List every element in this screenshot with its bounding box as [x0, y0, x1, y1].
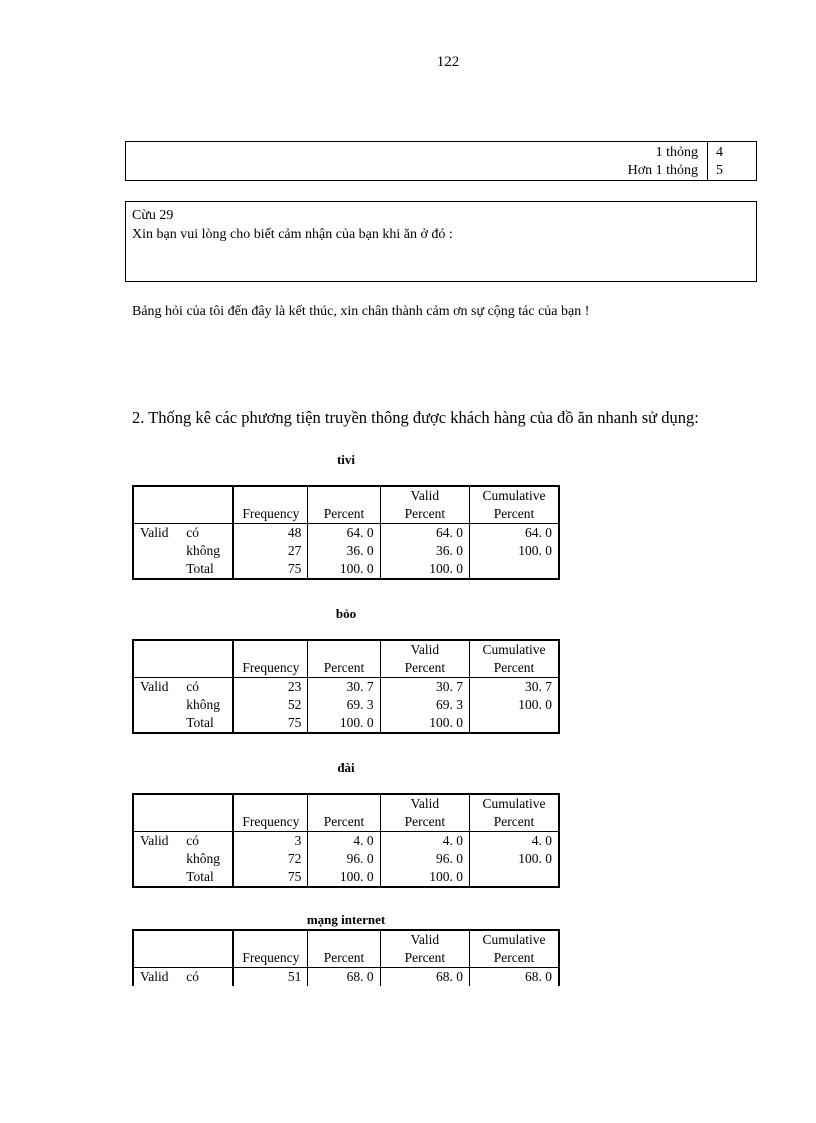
- row-group-label: Valid: [140, 525, 169, 540]
- table-title: bỏo: [335, 606, 357, 621]
- table-title: mạng internet: [306, 912, 386, 927]
- table-row: [133, 850, 559, 868]
- row-label: có: [186, 833, 199, 848]
- page-number: 122: [436, 54, 460, 70]
- row-label: không: [186, 543, 220, 558]
- table-title: tivi: [336, 452, 356, 467]
- cell-percent: 100. 0: [308, 560, 380, 579]
- question-box: [125, 201, 757, 282]
- row-group-label: Valid: [140, 833, 169, 848]
- table-row: [133, 868, 559, 887]
- option-value: 4: [716, 145, 723, 160]
- table-row: [133, 832, 559, 851]
- cell-percent: 36. 0: [308, 542, 380, 560]
- cell-percent: 30. 7: [308, 678, 380, 697]
- table-row: [133, 560, 559, 579]
- header-valid-percent: Valid Percent: [380, 640, 469, 678]
- cell-valid-percent: 68. 0: [380, 968, 469, 987]
- option-value: 5: [716, 163, 723, 178]
- header-valid-percent: Valid Percent: [380, 486, 469, 524]
- table-row: [133, 968, 559, 987]
- header-percent: Percent: [308, 640, 380, 678]
- cell-frequency: 75: [233, 560, 307, 579]
- header-frequency: Frequency: [233, 640, 307, 678]
- cell-frequency: 48: [233, 524, 307, 543]
- header-frequency: Frequency: [233, 486, 307, 524]
- header-cumulative-percent: Cumulative Percent: [470, 640, 559, 678]
- option-label: 1 thỏng: [655, 145, 698, 160]
- cell-valid-percent: 100. 0: [380, 868, 469, 887]
- row-label: Total: [186, 715, 214, 730]
- cell-frequency: 27: [233, 542, 307, 560]
- cell-cumulative-percent: 64. 0: [470, 524, 559, 543]
- question-number: Cừu 29: [132, 208, 174, 223]
- header-valid-percent: Valid Percent: [380, 930, 469, 968]
- cell-cumulative-percent: 30. 7: [470, 678, 559, 697]
- cell-valid-percent: 100. 0: [380, 714, 469, 733]
- cell-percent: 64. 0: [308, 524, 380, 543]
- cell-percent: 100. 0: [308, 868, 380, 887]
- row-label: không: [186, 851, 220, 866]
- table-row: [133, 542, 559, 560]
- row-label: có: [186, 969, 199, 984]
- cell-valid-percent: 64. 0: [380, 524, 469, 543]
- question-text: Xin bạn vui lòng cho biết cảm nhận của bạn khi ăn ở đó :: [132, 227, 453, 242]
- cell-percent: 100. 0: [308, 714, 380, 733]
- header-percent: Percent: [308, 486, 380, 524]
- header-blank: [133, 930, 233, 968]
- cell-valid-percent: 4. 0: [380, 832, 469, 851]
- header-cumulative-percent: Cumulative Percent: [470, 794, 559, 832]
- header-frequency: Frequency: [233, 794, 307, 832]
- cell-cumulative-percent: 4. 0: [470, 832, 559, 851]
- cell-cumulative-percent: 100. 0: [470, 542, 559, 560]
- header-blank: [133, 486, 233, 524]
- cell-percent: 68. 0: [308, 968, 380, 987]
- header-valid-percent: Valid Percent: [380, 794, 469, 832]
- table-title: đài: [337, 760, 355, 775]
- row-label: không: [186, 697, 220, 712]
- cell-valid-percent: 30. 7: [380, 678, 469, 697]
- cell-percent: 96. 0: [308, 850, 380, 868]
- option-label: Hơn 1 thỏng: [627, 163, 698, 178]
- table-row: [133, 696, 559, 714]
- frequency-table: [132, 929, 560, 986]
- cell-frequency: 75: [233, 868, 307, 887]
- cell-cumulative-percent: [470, 714, 559, 733]
- header-frequency: Frequency: [233, 930, 307, 968]
- options-box: [125, 141, 757, 181]
- cell-cumulative-percent: 100. 0: [470, 850, 559, 868]
- row-label: có: [186, 679, 199, 694]
- frequency-table: [132, 639, 560, 734]
- header-percent: Percent: [308, 794, 380, 832]
- cell-cumulative-percent: 100. 0: [470, 696, 559, 714]
- cell-valid-percent: 96. 0: [380, 850, 469, 868]
- column-divider: [707, 142, 708, 180]
- header-blank: [133, 640, 233, 678]
- row-label: Total: [186, 561, 214, 576]
- section-title: 2. Thống kê các phương tiện truyền thông được khách hàng của đồ ăn nhanh sử dụng:: [132, 408, 699, 427]
- header-cumulative-percent: Cumulative Percent: [470, 486, 559, 524]
- row-label: Total: [186, 869, 214, 884]
- cell-cumulative-percent: [470, 868, 559, 887]
- closing-text: Bảng hỏi của tôi đến đây là kết thúc, xin chân thành cảm ơn sự cộng tác của bạn !: [132, 304, 590, 319]
- cell-cumulative-percent: 68. 0: [470, 968, 559, 987]
- row-label: có: [186, 525, 199, 540]
- header-cumulative-percent: Cumulative Percent: [470, 930, 559, 968]
- cell-frequency: 75: [233, 714, 307, 733]
- cell-valid-percent: 69. 3: [380, 696, 469, 714]
- cell-frequency: 51: [233, 968, 307, 987]
- header-percent: Percent: [308, 930, 380, 968]
- cell-frequency: 3: [233, 832, 307, 851]
- header-blank: [133, 794, 233, 832]
- cell-percent: 4. 0: [308, 832, 380, 851]
- cell-cumulative-percent: [470, 560, 559, 579]
- frequency-table: [132, 793, 560, 888]
- cell-valid-percent: 36. 0: [380, 542, 469, 560]
- cell-frequency: 52: [233, 696, 307, 714]
- cell-valid-percent: 100. 0: [380, 560, 469, 579]
- table-row: [133, 714, 559, 733]
- table-row: [133, 524, 559, 543]
- table-row: [133, 678, 559, 697]
- frequency-table: [132, 485, 560, 580]
- row-group-label: Valid: [140, 679, 169, 694]
- cell-frequency: 72: [233, 850, 307, 868]
- row-group-label: Valid: [140, 969, 169, 984]
- cell-percent: 69. 3: [308, 696, 380, 714]
- cell-frequency: 23: [233, 678, 307, 697]
